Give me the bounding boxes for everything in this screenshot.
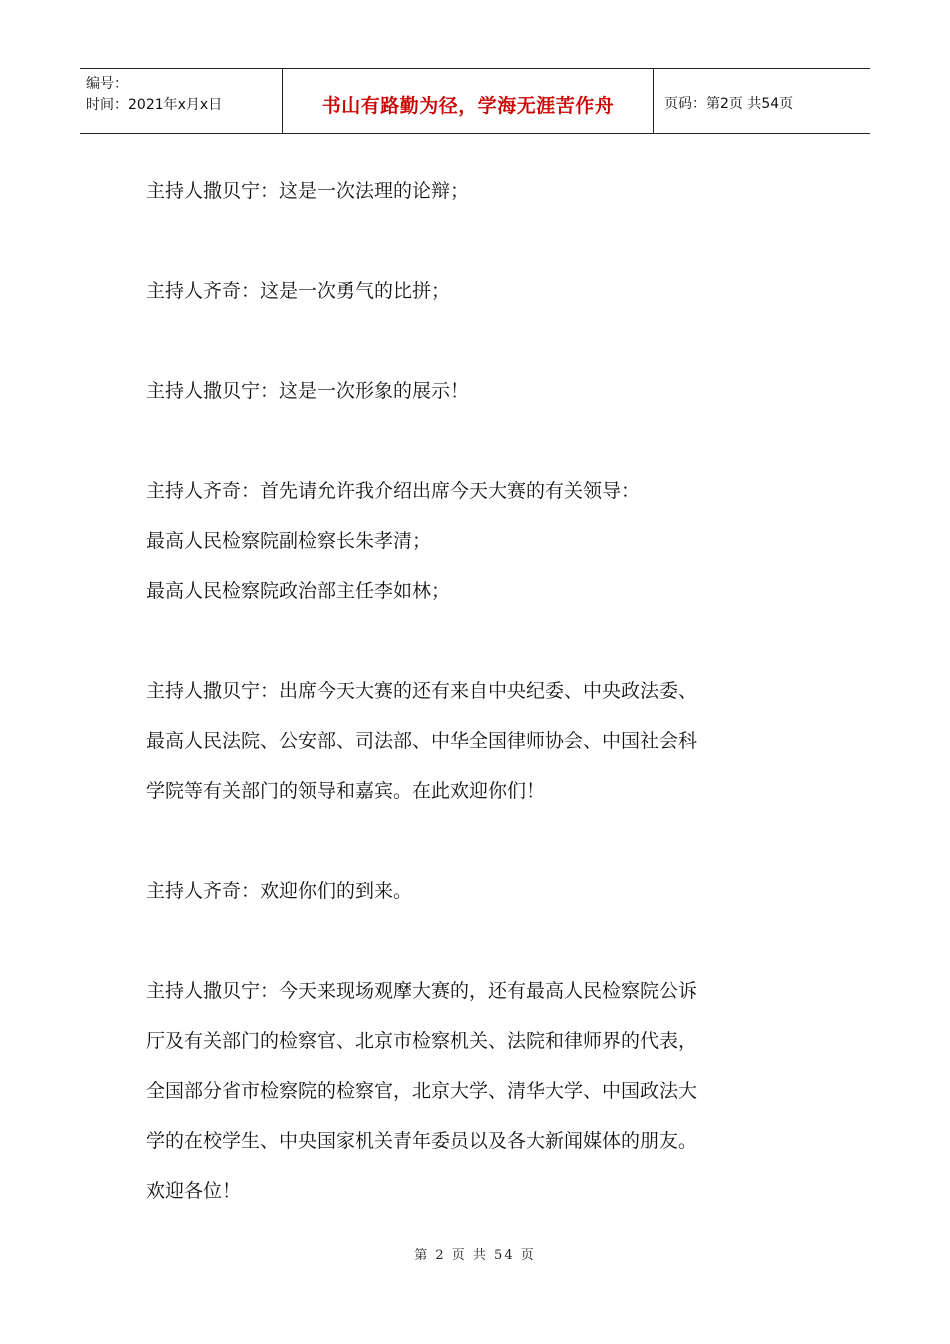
paragraph-line: 欢迎各位！: [146, 1180, 242, 1202]
header-meta-cell: [80, 69, 283, 133]
header-page-info: 页码：第2页 共54页: [664, 96, 794, 112]
dialogue-paragraph: [146, 166, 811, 216]
dialogue-paragraph: [146, 466, 811, 616]
header-motto: 书山有路勤为径，学海无涯苦作舟: [321, 94, 615, 117]
document-time-label: 时间：2021年x月x日: [86, 97, 223, 113]
paragraph-line: 全国部分省市检察院的检察官，北京大学、清华大学、中国政法大: [146, 1080, 698, 1102]
header-motto-cell: [283, 69, 654, 133]
dialogue-paragraph: [146, 966, 811, 1216]
paragraph-line: 最高人民法院、公安部、司法部、中华全国律师协会、中国社会科: [146, 730, 698, 752]
dialogue-paragraph: [146, 666, 811, 816]
paragraph-line: 主持人撒贝宁：这是一次法理的论辩；: [146, 180, 470, 202]
page-header: [80, 68, 870, 134]
paragraph-line: 主持人撒贝宁：出席今天大赛的还有来自中央纪委、中央政法委、: [146, 680, 698, 702]
paragraph-line: 主持人撒贝宁：这是一次形象的展示！: [146, 380, 470, 402]
paragraph-line: 主持人齐奇：欢迎你们的到来。: [146, 880, 413, 902]
dialogue-paragraph: [146, 266, 811, 316]
document-body: [146, 166, 811, 1216]
paragraph-line: 主持人撒贝宁：今天来现场观摩大赛的，还有最高人民检察院公诉: [146, 980, 698, 1002]
dialogue-paragraph: [146, 366, 811, 416]
page-footer: 第 2 页 共 54 页: [414, 1248, 536, 1263]
document-number-label: 编号：: [86, 76, 128, 92]
paragraph-line: 最高人民检察院副检察长朱孝清；: [146, 530, 432, 552]
paragraph-line: 主持人齐奇：首先请允许我介绍出席今天大赛的有关领导：: [146, 480, 641, 502]
paragraph-line: 厅及有关部门的检察官、北京市检察机关、法院和律师界的代表，: [146, 1030, 698, 1052]
paragraph-line: 学的在校学生、中央国家机关青年委员以及各大新闻媒体的朋友。: [146, 1130, 698, 1152]
dialogue-paragraph: [146, 866, 811, 916]
paragraph-line: 学院等有关部门的领导和嘉宾。在此欢迎你们！: [146, 780, 546, 802]
header-page-cell: [654, 69, 870, 133]
paragraph-line: 最高人民检察院政治部主任李如林；: [146, 580, 451, 602]
paragraph-line: 主持人齐奇：这是一次勇气的比拼；: [146, 280, 451, 302]
